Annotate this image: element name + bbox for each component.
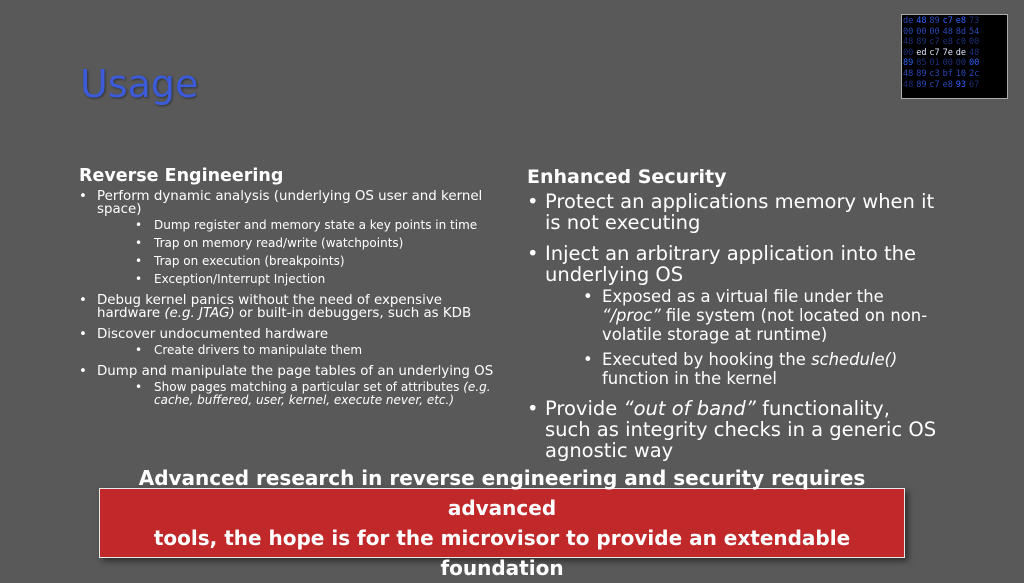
sub-bullet-italic: “/proc” [602, 306, 661, 325]
hex-row [903, 69, 1007, 80]
hex-byte: 73 [968, 16, 980, 26]
hex-byte: c0 [955, 37, 967, 48]
bullet-dynamic-analysis [79, 190, 499, 286]
sub-bullet-text: Executed by hooking the [602, 350, 812, 369]
bullet-text: Debug kernel panics without the need of expensive hardware [97, 293, 443, 321]
hex-byte: 8d [955, 26, 967, 37]
bullet-page-tables [79, 365, 499, 407]
hex-row [903, 16, 1007, 27]
hex-byte: 89 [929, 16, 940, 26]
bullet-italic: “out of band” [623, 397, 756, 420]
bullet-undocumented-hardware [79, 328, 499, 357]
hex-row [903, 80, 1007, 91]
enhanced-security-column [527, 166, 937, 471]
hex-byte: c7 [929, 37, 940, 48]
bullet-text: Inject an arbitrary application into the underlying OS [545, 242, 917, 286]
sub-bullet-text: Exposed as a virtual file under the [602, 287, 884, 306]
conclusion-banner [99, 466, 905, 580]
hex-byte: 89 [916, 68, 927, 79]
undocumented-hardware-sublist [97, 344, 499, 357]
sub-bullet-text: Show pages matching a particular set of attributes [154, 380, 464, 394]
bullet-text: Discover undocumented hardware [97, 327, 329, 342]
enhanced-security-heading: Enhanced Security [527, 166, 727, 188]
hex-byte: 85 [916, 58, 927, 69]
hex-byte: 54 [968, 26, 980, 37]
hex-byte: 89 [916, 37, 927, 48]
hex-byte: 48 [942, 26, 953, 37]
hex-byte: c7 [929, 79, 940, 90]
page-tables-sublist [97, 381, 499, 407]
hex-byte: 10 [955, 68, 967, 79]
hex-byte: 00 [968, 37, 980, 48]
sub-bullet-proc [545, 287, 937, 344]
enhanced-security-list [527, 191, 937, 461]
hex-byte: e8 [942, 37, 953, 48]
bullet-text: Perform dynamic analysis (underlying OS user and kernel space) [97, 189, 483, 217]
reverse-engineering-list [79, 190, 499, 407]
hex-byte: 48 [916, 16, 927, 26]
sub-bullet-italic: (e.g. cache, buffered, user, kernel, execute never, etc.) [154, 380, 491, 407]
hex-byte: bf [942, 68, 953, 79]
banner-line-2: tools, the hope is for the microvisor to provide an extendable foundation [153, 526, 851, 580]
bullet-inject-application [527, 243, 937, 388]
sub-bullet: • Trap on memory read/write (watchpoints) [97, 237, 499, 250]
hex-byte: 00 [968, 58, 980, 69]
sub-bullet [97, 381, 499, 407]
reverse-engineering-heading: Reverse Engineering [79, 166, 284, 186]
bullet-text: functionality, such as integrity checks in a generic OS agnostic way [545, 397, 937, 462]
sub-bullet-text: file system (not located on non-volatile storage at runtime) [602, 306, 928, 344]
hex-byte: 01 [929, 58, 940, 69]
hex-byte: 93 [955, 79, 967, 90]
hex-byte: 2c [968, 68, 980, 79]
hex-byte: e8 [955, 16, 967, 26]
banner-line-1: Advanced research in reverse engineering and security requires advanced [138, 466, 866, 520]
sub-bullet: • Create drivers to manipulate them [97, 344, 499, 357]
hex-byte: de [903, 16, 914, 26]
bullet-protect-memory: • Protect an applications memory when it is not executing [527, 191, 937, 233]
bullet-italic: (e.g. JTAG) [164, 306, 235, 321]
sub-bullet: • Exception/Interrupt Injection [97, 273, 499, 286]
hex-byte: 89 [916, 79, 927, 90]
hex-byte: c7 [942, 16, 953, 26]
hex-row [903, 27, 1007, 38]
hex-row [903, 48, 1007, 59]
hex-row [903, 37, 1007, 48]
hex-byte: 48 [968, 47, 980, 58]
bullet-text: Dump and manipulate the page tables of an underlying OS [97, 364, 494, 379]
hex-byte: 00 [916, 26, 927, 37]
hex-dump-logo [901, 14, 1008, 99]
hex-row [903, 58, 1007, 69]
bullet-text: or built-in debuggers, such as KDB [234, 306, 472, 321]
hex-byte: 00 [942, 58, 953, 69]
hex-byte: 48 [903, 79, 914, 90]
hex-byte: ed [916, 47, 927, 58]
hex-byte: 00 [903, 47, 914, 58]
sub-bullet: • Dump register and memory state a key points in time [97, 219, 499, 232]
reverse-engineering-column [79, 166, 499, 415]
sub-bullet: • Trap on execution (breakpoints) [97, 255, 499, 268]
hex-byte: 67 [968, 79, 980, 90]
hex-byte: 00 [903, 26, 914, 37]
hex-byte: 89 [903, 58, 914, 69]
hex-byte: 00 [955, 58, 967, 69]
hex-byte: de [955, 47, 967, 58]
sub-bullet-italic: schedule() [811, 350, 898, 369]
hex-byte: 48 [903, 37, 914, 48]
inject-application-sublist [545, 287, 937, 388]
bullet-debug-kernel-panics [79, 294, 499, 320]
bullet-text: Provide [545, 397, 624, 420]
hex-byte: e8 [942, 79, 953, 90]
hex-byte: 00 [929, 26, 940, 37]
slide-title: Usage [80, 62, 199, 106]
sub-bullet-schedule [545, 350, 937, 388]
hex-byte: 7e [942, 47, 953, 58]
sub-bullet-text: function in the kernel [602, 369, 777, 388]
hex-byte: c3 [929, 68, 940, 79]
bullet-out-of-band [527, 398, 937, 461]
dynamic-analysis-sublist [97, 219, 499, 286]
hex-byte: 48 [903, 68, 914, 79]
hex-byte: c7 [929, 47, 940, 58]
